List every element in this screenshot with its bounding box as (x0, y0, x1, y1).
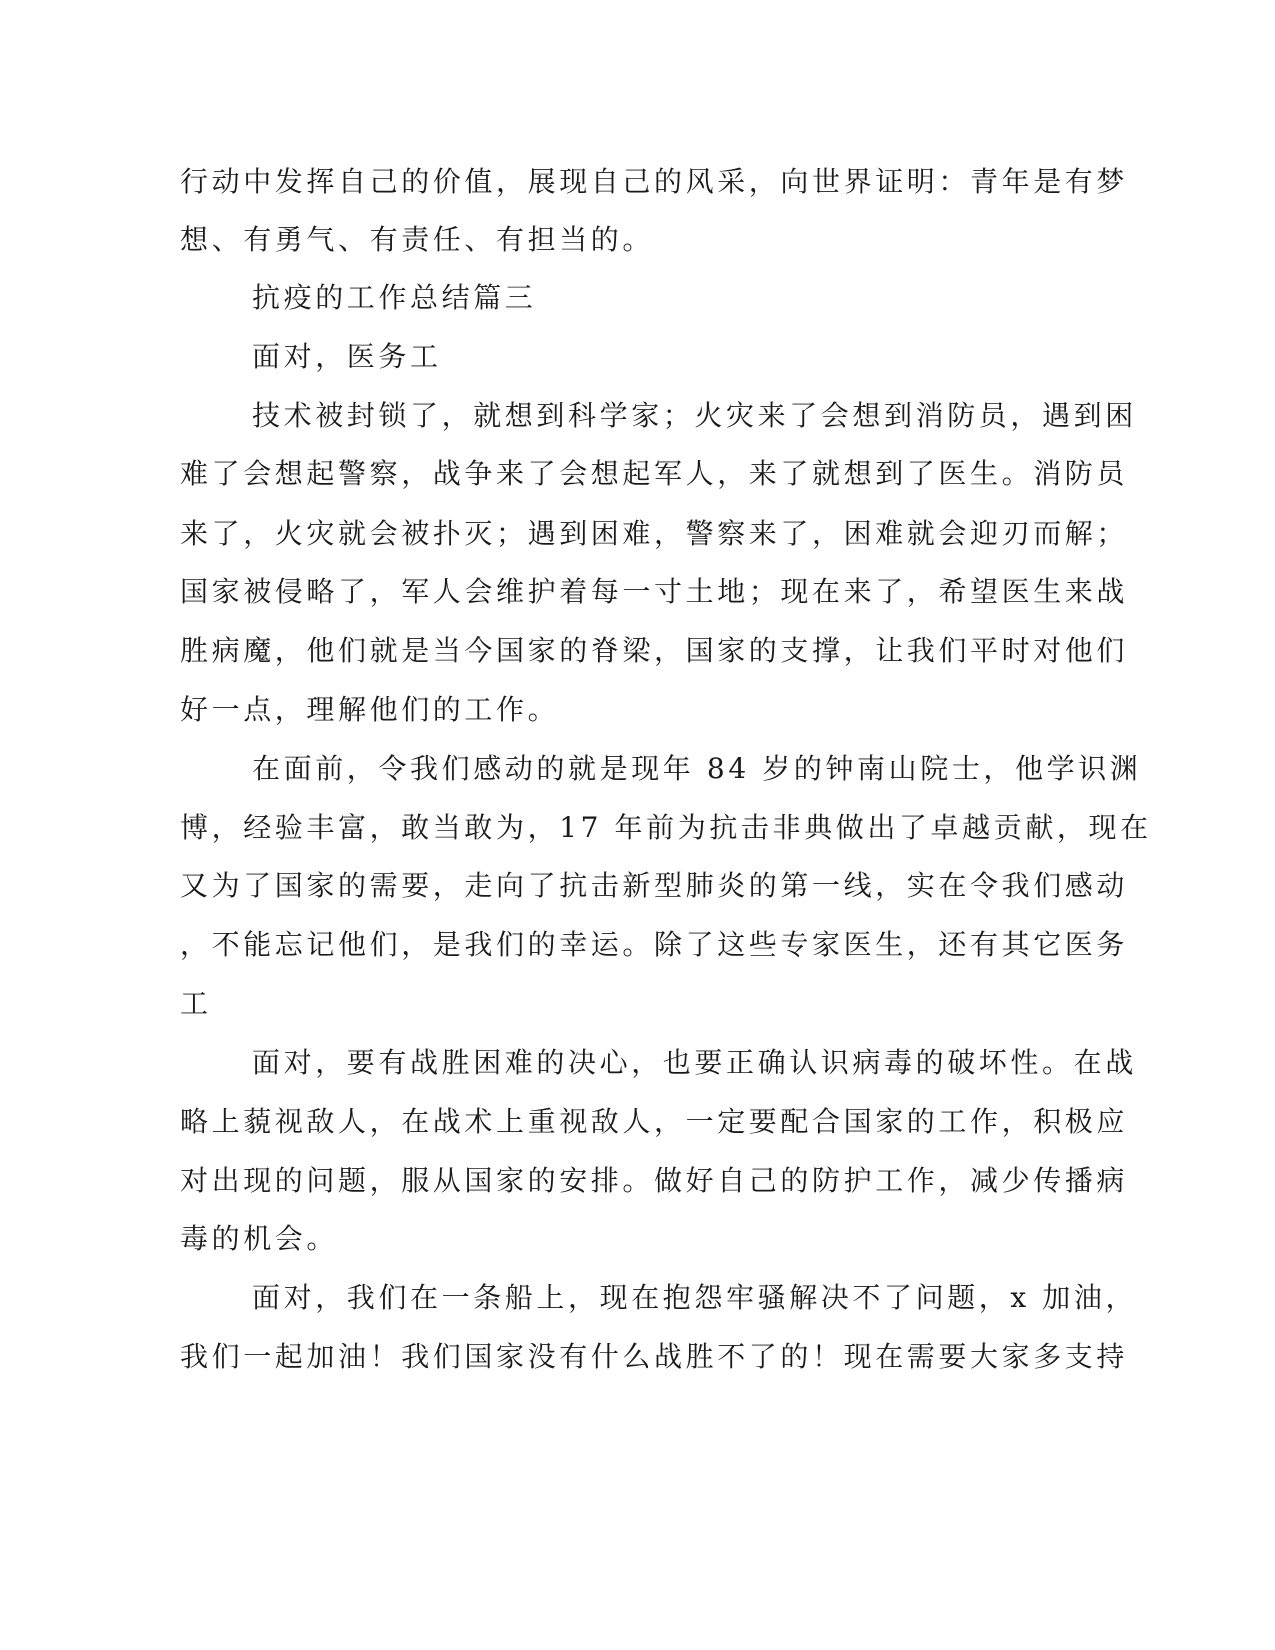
text-line: 在面前，令我们感动的就是现年 84 岁的钟南山院士，他学识渊 (252, 752, 1142, 785)
text-line: 工 (180, 987, 212, 1020)
text-line: 胜病魔，他们就是当今国家的脊梁，国家的支撑，让我们平时对他们 (180, 634, 1129, 667)
section-heading: 抗疫的工作总结篇三 (252, 281, 537, 314)
text-line: 我们一起加油！我们国家没有什么战胜不了的！现在需要大家多支持 (180, 1340, 1129, 1373)
text-line: 想、有勇气、有责任、有担当的。 (180, 223, 655, 256)
text-line: 略上藐视敌人，在战术上重视敌人，一定要配合国家的工作，积极应 (180, 1105, 1129, 1138)
text-line: 又为了国家的需要，走向了抗击新型肺炎的第一线，实在令我们感动 (180, 869, 1129, 902)
text-line: 难了会想起警察，战争来了会想起军人，来了就想到了医生。消防员 (180, 457, 1129, 490)
text-line: 国家被侵略了，军人会维护着每一寸土地；现在来了，希望医生来战 (180, 575, 1129, 608)
text-line: 好一点，理解他们的工作。 (180, 693, 560, 726)
text-line: 面对，医务工 (252, 340, 442, 373)
text-line: 技术被封锁了，就想到科学家；火灾来了会想到消防员，遇到困 (252, 399, 1137, 432)
text-line: 来了，火灾就会被扑灭；遇到困难，警察来了，困难就会迎刃而解； (180, 517, 1129, 550)
text-line: ，不能忘记他们，是我们的幸运。除了这些专家医生，还有其它医务 (180, 928, 1129, 961)
text-line: 面对，我们在一条船上，现在抱怨牢骚解决不了问题，x 加油， (252, 1281, 1138, 1314)
text-line: 毒的机会。 (180, 1222, 339, 1255)
text-line: 博，经验丰富，敢当敢为，17 年前为抗击非典做出了卓越贡献，现在 (180, 811, 1152, 844)
text-line: 行动中发挥自己的价值，展现自己的风采，向世界证明：青年是有梦 (180, 165, 1129, 198)
text-line: 对出现的问题，服从国家的安排。做好自己的防护工作，减少传播病 (180, 1164, 1129, 1197)
text-line: 面对，要有战胜困难的决心，也要正确认识病毒的破坏性。在战 (252, 1046, 1137, 1079)
